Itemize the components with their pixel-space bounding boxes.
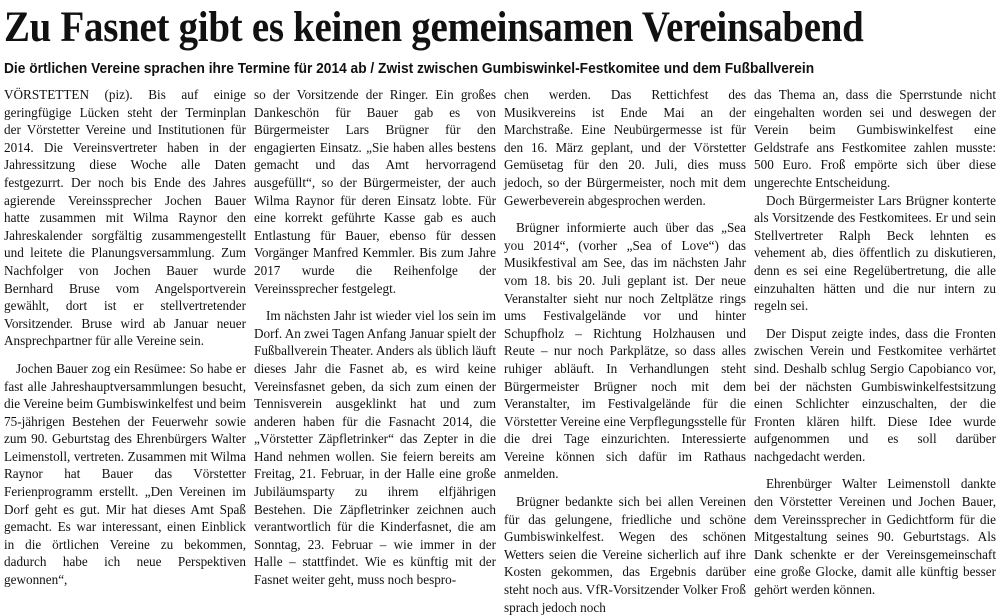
paragraph: Der Disput zeigte indes, dass die Fronten zwischen Verein und Festkomitee verhärtet sind. Deshalb schlug Sergio Capobianco vor, bei der nächsten Gumbiswinkelfestsitzung einen Schlichter einzuschalten, der die Fronten klären hilft. Diese Idee wurde aufgenommen und es soll darüber nachgedacht werden. [754,325,996,464]
paragraph: Ehrenbürger Walter Leimenstoll dankte den Vörstetter Vereinen und Jochen Bauer, dem Vereinssprecher in Gedichtform für die Mitgestaltung seines 90. Geburtstags. Als Dank schenkte er der Vereinsgemeinschaft eine große Glocke, damit alle künftig besser gehört werden können. [754,476,996,598]
article-column-4 [754,86,996,598]
paragraph: chen werden. Das Rettichfest des Musikvereins ist Ende Mai an der Marchstraße. Eine Neubürgermesse ist für den 16. März geplant, und der Vörstetter Gemüsetag für den 20. Juli, dies muss jedoch, so der Bürgermeister, noch mit dem Gewerbeverein abgesprochen werden. [504,87,746,208]
paragraph: Brügner informierte auch über das „Sea you 2014“, (vorher „Sea of Love“) das Musikfestival am See, das im nächsten Jahr vom 18. bis 20. Juli geplant ist. Der neue Veranstalter sieht nur noch Zeltplätze rings ums Festivalgelände vor und hinter Schupfholz – Richtung Holzhausen und Reute – nur noch Parkplätze, so dass alles ruhiger abläuft. In Verhandlungen steht Bürgermeister Brügner noch mit dem Veranstalter, im Festivalgelände für die Vörstetter Vereine eine Verpflegungsstelle für die drei Tage einzurichten. Interessierte Vereine können sich dafür im Rathaus anmelden. [504,220,746,482]
paragraph: Jochen Bauer zog ein Resümee: So habe er fast alle Jahreshauptversammlungen besucht, die Vereine beim Gumbiswinkelfest und beim 75-jährigen Bestehen der Feuerwehr sowie zum 90. Geburtstag des Ehrenbürgers Walter Leimenstoll, vertreten. Zusammen mit Wilma Raynor hat Bauer das Vörstetter Ferienprogramm erstellt. „Den Vereinen im Dorf geht es gut. Mir hat dieses Amt Spaß gemacht. Es war interessant, einen Einblick in die örtlichen Vereine zu bekommen, dadurch habe ich neue Perspektiven gewonnen“, [4,360,246,588]
article-headline: Zu Fasnet gibt es keinen gemeinsamen Vereinsabend [4,4,864,51]
article-subheadline: Die örtlichen Vereine sprachen ihre Termine für 2014 ab / Zwist zwischen Gumbiswinkel-Festkomitee und dem Fußballverein [4,60,815,77]
article-column-3 [504,86,746,615]
paragraph: Doch Bürgermeister Lars Brügner konterte als Vorsitzende des Festkomitees. Er und sein Stellvertreter Ralph Beck lehnten es vehement ab, dies öffentlich zu diskutieren, denn es sei eine Regelübertretung, die alle einzuhalten hätten und die nur intern zu regeln sei. [754,192,996,314]
article-column-2 [254,86,496,588]
paragraph: VÖRSTETTEN (piz). Bis auf einige geringfügige Lücken steht der Terminplan der Vörstetter Vereine und Institutionen für 2014. Die Vereinsvertreter haben in der Jahressitzung diese Woche alle Daten festgezurrt. Der noch bis Ende des Jahres agierende Vereinssprecher Jochen Bauer hatte zusammen mit Wilma Raynor den Jahreskalender sorgfältig zusammengestellt und leitete die Planungsversammlung. Zum Nachfolger von Jochen Bauer wurde Bernhard Bruse vom Angelsportverein gewählt, dort ist er stellvertretender Vorsitzender. Bruse wird ab Januar neuer Ansprechpartner für alle Vereine sein. [4,87,246,349]
article-body [4,86,996,615]
article-column-1 [4,86,246,588]
paragraph: so der Vorsitzende der Ringer. Ein großes Dankeschön für Bauer gab es von Bürgermeister Lars Brügner für den engagierten Einsatz. „Sie haben alles bestens gemacht und das Amt hervorragend ausgefüllt“, so der Bürgermeister, der auch Wilma Raynor für deren Einsatz lobte. Für eine korrekt geführte Kasse gab es auch Entlastung für Bauer, ebenso für dessen Vorgänger Manfred Kemmler. Bis zum Jahre 2017 wurde die Reihenfolge der Vereinssprecher festgelegt. [254,87,496,296]
paragraph: Im nächsten Jahr ist wieder viel los sein im Dorf. An zwei Tagen Anfang Januar spielt der Fußballverein Theater. Anders als üblich läuft dieses Jahr die Fasnet ab, es wird keine Vereinsfasnet geben, da sich zum einen der Tennisverein ausgeklinkt hat und zum anderen haben für die Fasnacht 2014, die „Vörstetter Zäpfletrinker“ das Zepter in die Hand nehmen wollen. Sie feiern bereits am Freitag, 21. Februar, in der Halle eine große Jubiläumsparty zu ihrem elfjährigen Bestehen. Die Zäpfletrinker zeichnen auch verantwortlich für die Kinderfasnet, die am Sonntag, 23. Februar – wie immer in der Halle – stattfindet. Wie es künftig mit der Fasnet weiter geht, muss noch bespro- [254,308,496,588]
paragraph: das Thema an, dass die Sperrstunde nicht eingehalten worden sei und deswegen der Verein beim Gumbiswinkelfest eine Geldstrafe ans Festkomitee zahlen musste: 500 Euro. Froß empörte sich über diese ungerechte Entscheidung. [754,87,996,190]
paragraph: Brügner bedankte sich bei allen Vereinen für das gelungene, friedliche und schöne Gumbiswinkelfest. Wegen des schönen Wetters seien die Vereine sicherlich auf ihre Kosten gekommen, das Ergebnis darüber steht noch aus. VfR-Vorsitzender Volker Froß sprach jedoch noch [504,494,746,615]
